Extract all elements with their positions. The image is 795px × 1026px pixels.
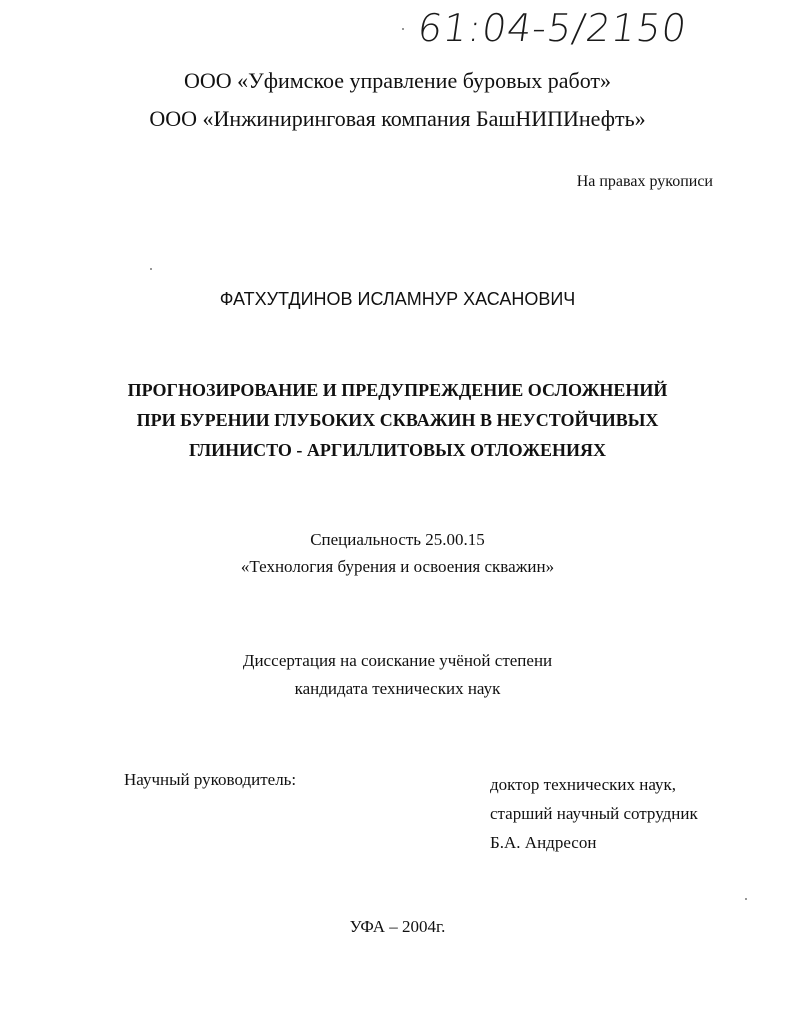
scan-speck bbox=[150, 268, 152, 270]
specialty-code: Специальность 25.00.15 bbox=[310, 530, 485, 549]
supervisor-position: старший научный сотрудник bbox=[490, 804, 698, 823]
supervisor-details bbox=[490, 770, 698, 857]
title-line-3: ГЛИНИСТО - АРГИЛЛИТОВЫХ ОТЛОЖЕНИЯХ bbox=[188, 440, 606, 460]
title-line-2: ПРИ БУРЕНИИ ГЛУБОКИХ СКВАЖИН В НЕУСТОЙЧИВЫХ bbox=[136, 410, 659, 430]
organization-1: ООО «Уфимское управление буровых работ» bbox=[183, 68, 612, 93]
supervisor-name: Б.А. Андресон bbox=[490, 833, 597, 852]
manuscript-rights-note: На правах рукописи bbox=[576, 173, 713, 190]
handwritten-archive-number: 61:04-5/2150 bbox=[414, 6, 691, 50]
supervisor-label: Научный руководитель: bbox=[124, 770, 297, 789]
organization-2: ООО «Инжиниринговая компания БашНИПИнефть» bbox=[149, 106, 646, 131]
city-year: УФА – 2004г. bbox=[349, 917, 446, 936]
specialty-name: «Технология бурения и освоения скважин» bbox=[240, 557, 555, 576]
dissertation-degree-line-2: кандидата технических наук bbox=[294, 679, 501, 698]
scan-speck bbox=[402, 28, 404, 30]
supervisor-degree: доктор технических наук, bbox=[490, 775, 677, 794]
author-name: ФАТХУТДИНОВ ИСЛАМНУР ХАСАНОВИЧ bbox=[219, 289, 576, 309]
scan-speck bbox=[745, 898, 747, 900]
title-line-1: ПРОГНОЗИРОВАНИЕ И ПРЕДУПРЕЖДЕНИЕ ОСЛОЖНЕНИЙ bbox=[127, 380, 668, 400]
dissertation-degree-line-1: Диссертация на соискание учёной степени bbox=[242, 651, 553, 670]
